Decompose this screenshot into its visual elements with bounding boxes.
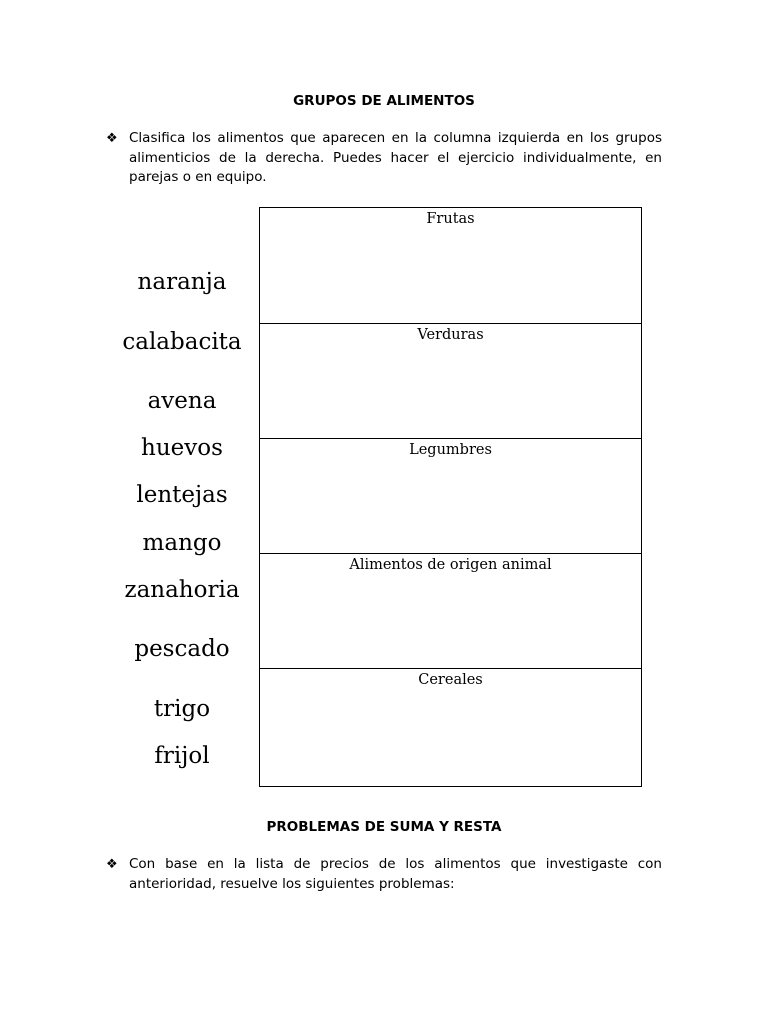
food-item: pescado [134, 636, 230, 662]
instruction-text: Clasifica los alimentos que aparecen en la columna izquierda en los grupos alimenticios de la derecha. Puedes hacer el ejercicio individualmente, en parejas o en equipo. [129, 130, 662, 185]
group-cell-legumbres [260, 438, 641, 553]
food-item: lentejas [136, 482, 228, 508]
group-cell-frutas [260, 208, 641, 323]
group-cell-cereales [260, 668, 641, 786]
food-groups-table [259, 207, 642, 787]
food-item: naranja [137, 269, 227, 295]
group-label: Frutas [426, 211, 475, 227]
diamond-bullet-icon: ❖ [106, 857, 118, 872]
group-label: Cereales [418, 672, 483, 688]
group-label: Verduras [417, 327, 484, 343]
food-item: zanahoria [124, 577, 240, 603]
food-item: mango [142, 530, 222, 556]
food-item: huevos [141, 435, 223, 461]
instruction-classify [106, 129, 662, 188]
diamond-bullet-icon: ❖ [106, 131, 118, 146]
group-label: Alimentos de origen animal [349, 557, 552, 573]
group-cell-origen-animal [260, 553, 641, 668]
instruction-text: Con base en la lista de precios de los alimentos que investigaste con anterioridad, resuelve los siguientes problemas: [129, 856, 662, 892]
group-label: Legumbres [409, 442, 492, 458]
food-item: trigo [153, 696, 211, 722]
instruction-problems [106, 855, 662, 894]
food-item: calabacita [122, 329, 242, 355]
section-title-grupos: GRUPOS DE ALIMENTOS [293, 93, 475, 109]
food-item: frijol [154, 743, 210, 769]
food-item: avena [147, 388, 217, 414]
section-title-problemas: PROBLEMAS DE SUMA Y RESTA [266, 819, 502, 835]
group-cell-verduras [260, 323, 641, 438]
